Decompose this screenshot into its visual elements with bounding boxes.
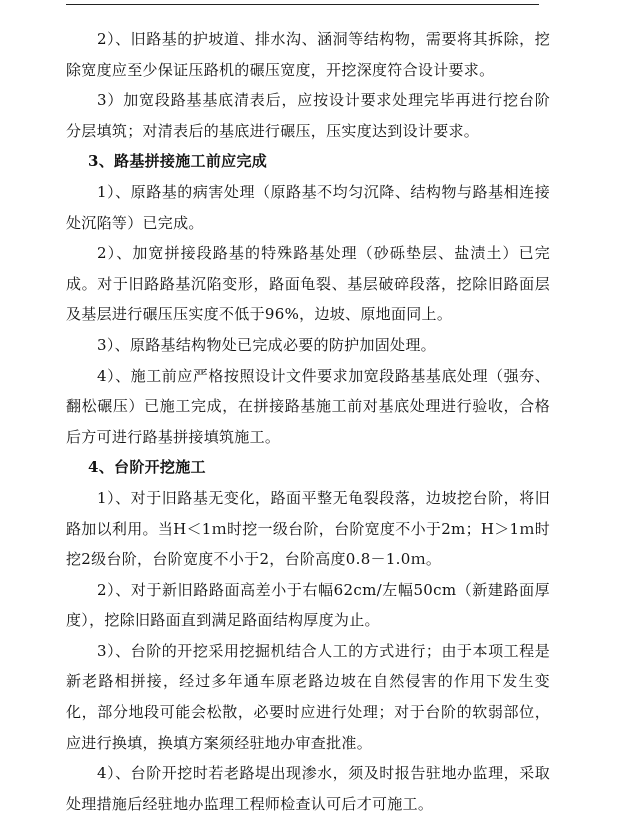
paragraph: 4）、台阶开挖时若老路堤出现渗水，须及时报告驻地办监理，采取处理措施后经驻地办监理工程师检查认可后才可施工。 xyxy=(66,764,550,813)
paragraph: 3）、台阶的开挖采用挖掘机结合人工的方式进行；由于本项工程是新老路相拼接，经过多年通车原老路边坡在自然侵害的作用下发生变化，部分地段可能会松散，必要时应进行处理；对于台阶的软弱部位，应进行换填，换填方案须经驻地办审查批准。 xyxy=(66,641,550,752)
paragraph: 2）、加宽拼接段路基的特殊路基处理（砂砾垫层、盐渍土）已完成。对于旧路路基沉陷变形，路面龟裂、基层破碎段落，挖除旧路面层及基层进行碾压压实度不低于96%，边坡、原地面同上。 xyxy=(66,244,550,324)
paragraph: 4）、施工前应严格按照设计文件要求加宽段路基基底处理（强夯、翻松碾压）已施工完成，在拼接路基施工前对基底处理进行验收，合格后方可进行路基拼接填筑施工。 xyxy=(66,366,550,446)
paragraph: 2）、旧路基的护坡道、排水沟、涵洞等结构物，需要将其拆除，挖除宽度应至少保证压路机的碾压宽度，开挖深度符合设计要求。 xyxy=(66,30,550,79)
paragraph: 1）、对于旧路基无变化，路面平整无龟裂段落，边坡挖台阶，将旧路加以利用。当H＜1ｍ时挖一级台阶，台阶宽度不小于2m；H＞1ｍ时挖2级台阶，台阶宽度不小于2，台阶高度0.8－1.0ｍ。 xyxy=(66,488,550,569)
section-heading: 3、路基拼接施工前应完成 xyxy=(88,152,268,171)
header-rule xyxy=(66,4,539,5)
paragraph: 2）、对于新旧路路面高差小于右幅62cm/左幅50cm（新建路面厚度），挖除旧路面直到满足路面结构厚度为止。 xyxy=(66,580,550,630)
paragraph: 1）、原路基的病害处理（原路基不均匀沉降、结构物与路基相连接处沉陷等）已完成。 xyxy=(66,182,550,232)
paragraph: 3）、原路基结构物处已完成必要的防护加固处理。 xyxy=(97,335,436,354)
section-heading: 4、台阶开挖施工 xyxy=(88,458,206,477)
paragraph: 3）加宽段路基基底清表后，应按设计要求处理完毕再进行挖台阶分层填筑；对清表后的基底进行碾压，压实度达到设计要求。 xyxy=(66,91,550,140)
document-body xyxy=(66,24,550,819)
